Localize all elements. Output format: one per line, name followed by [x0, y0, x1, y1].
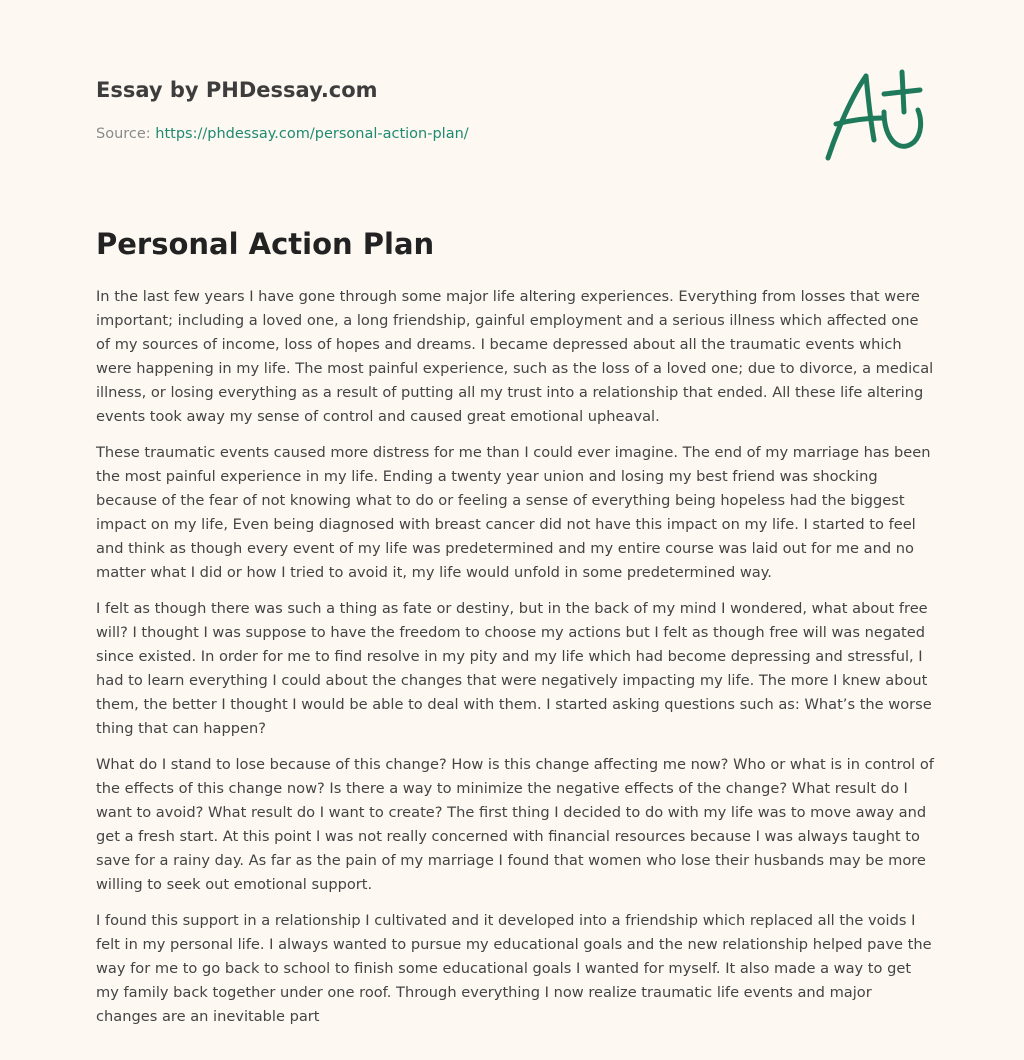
a-plus-logo-icon: [822, 66, 932, 166]
essay-paragraph: What do I stand to lose because of this change? How is this change affecting me now? Who or what is in control of the effects of this change now? Is there a way to minimize the negative effects of the change? What result do I want to avoid? What result do I want to create? The first thing I decided to do with my life was to move away and get a fresh start. At this point I was not really concerned with financial resources because I was always taught to save for a rainy day. As far as the pain of my marriage I found that women who lose their husbands may be more willing to seek out emotional support.: [96, 756, 934, 893]
source-label: Source:: [96, 126, 151, 142]
essay-paragraph: I felt as though there was such a thing as fate or destiny, but in the back of my mind I wondered, what about free will? I thought I was suppose to have the freedom to choose my actions but I felt as though free will was negated since existed. In order for me to find resolve in my pity and my life which had become depressing and stressful, I had to learn everything I could about the changes that were negatively impacting my life. The more I knew about them, the better I thought I would be able to deal with them. I started asking questions such as: What’s the worse thing that can happen?: [96, 600, 932, 737]
essay-paragraph: I found this support in a relationship I cultivated and it developed into a friendship which replaced all the voids I felt in my personal life. I always wanted to pursue my educational goals and the new relationship helped pave the way for me to go back to school to finish some educational goals I wanted for myself. It also made a way to get my family back together under one roof. Through everything I now realize traumatic life events and major changes are an inevitable part: [96, 912, 932, 1025]
site-title: Essay by PHDessay.com: [96, 78, 378, 102]
source-line: [96, 124, 796, 144]
essay-title: Personal Action Plan: [96, 227, 435, 261]
essay-body: [96, 285, 936, 1041]
essay-paragraph: These traumatic events caused more distress for me than I could ever imagine. The end of my marriage has been the most painful experience in my life. Ending a twenty year union and losing my best friend was shocking because of the fear of not knowing what to do or feeling a sense of everything being hopeless had the biggest impact on my life, Even being diagnosed with breast cancer did not have this impact on my life. I started to feel and think as though every event of my life was predetermined and my entire course was laid out for me and no matter what I did or how I tried to avoid it, my life would unfold in some predetermined way.: [96, 444, 931, 581]
page-header: [96, 76, 796, 144]
essay-paragraph: In the last few years I have gone through some major life altering experiences. Everything from losses that were important; including a loved one, a long friendship, gainful employment and a serious illness which affected one of my sources of income, loss of hopes and dreams. I became depressed about all the traumatic events which were happening in my life. The most painful experience, such as the loss of a loved one; due to divorce, a medical illness, or losing everything as a result of putting all my trust into a relationship that ended. All these life altering events took away my sense of control and caused great emotional upheaval.: [96, 288, 934, 425]
source-link[interactable]: https://phdessay.com/personal-action-plan/: [155, 126, 469, 142]
